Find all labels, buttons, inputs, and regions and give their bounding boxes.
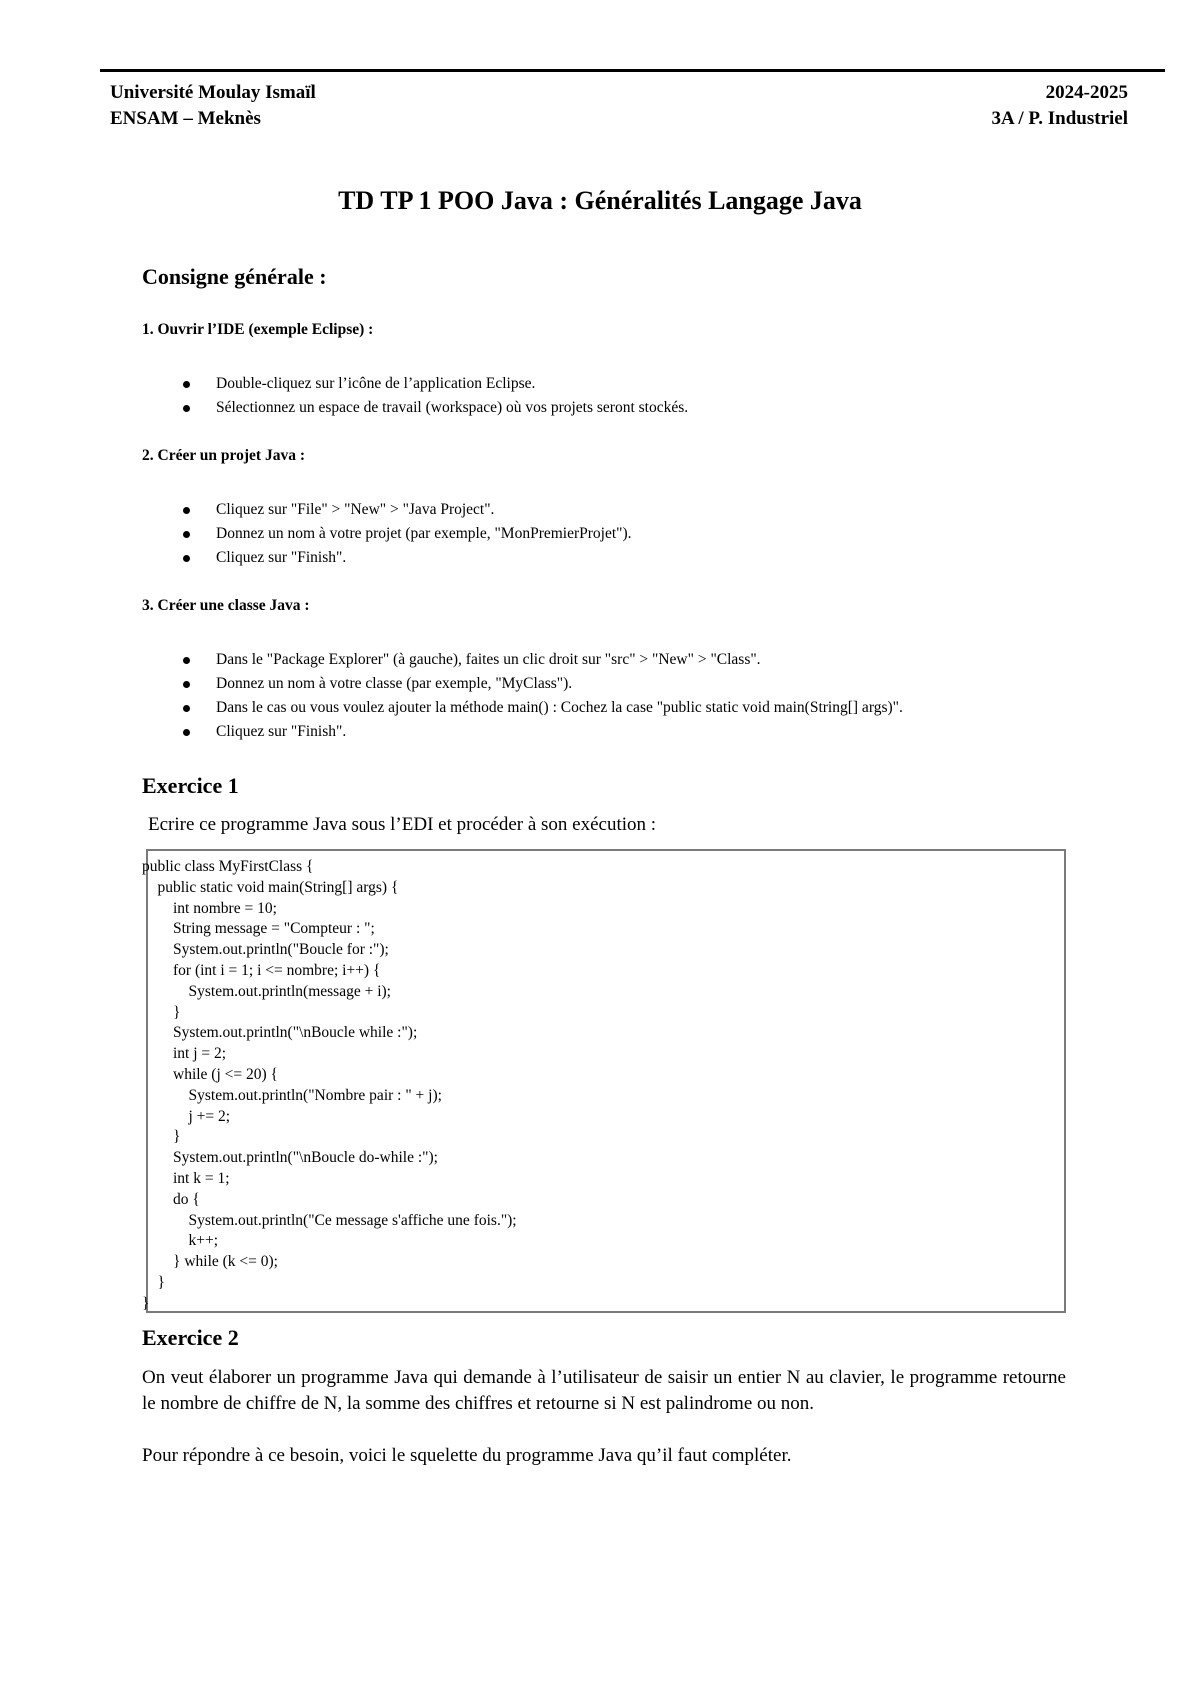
code-line: System.out.println("Ce message s'affiche une fois."); [142,1211,517,1229]
code-line: } [142,1273,165,1291]
exercise-2-heading: Exercice 2 [142,1325,239,1350]
list-item: Cliquez sur "Finish". [142,547,632,571]
list-item: Dans le "Package Explorer" (à gauche), faites un clic droit sur "src" > "New" > "Class". [142,649,903,673]
code-line: System.out.println("Nombre pair : " + j); [142,1086,442,1104]
code-line: j += 2; [142,1107,231,1125]
step-2-title: 2. Créer un projet Java : [142,447,306,464]
step-2-list [142,499,632,571]
university-name: Université Moulay Ismaïl [110,82,316,103]
step-3-title: 3. Créer une classe Java : [142,597,310,614]
step-1-title: 1. Ouvrir l’IDE (exemple Eclipse) : [142,321,374,338]
header-left [110,80,316,132]
academic-year: 2024-2025 [1045,82,1128,103]
code-line: k++; [142,1232,219,1250]
exercise-2-paragraph-1: On veut élaborer un programme Java qui demande à l’utilisateur de saisir un entier N au clavier, le programme retourne le nombre de chiffre de N, la somme des chiffres et retourne si N est palindrome ou non. [142,1367,1066,1414]
code-line: } [142,1294,150,1312]
code-line: } while (k <= 0); [142,1253,278,1271]
code-line: for (int i = 1; i <= nombre; i++) { [142,961,381,979]
step-1-list [142,373,688,421]
header-right [991,80,1128,132]
code-line: int j = 2; [142,1045,227,1063]
code-line: } [142,1003,181,1021]
code-line: do { [142,1190,200,1208]
code-line: int k = 1; [142,1169,230,1187]
code-line: System.out.println("\nBoucle do-while :"); [142,1149,438,1167]
code-line: } [142,1128,181,1146]
code-line: System.out.println("Boucle for :"); [142,941,389,959]
school-name: ENSAM – Meknès [110,108,261,129]
document-title: TD TP 1 POO Java : Généralités Langage Java [338,186,862,215]
list-item: Cliquez sur "Finish". [142,721,903,745]
exercise-1-heading: Exercice 1 [142,773,239,798]
step-3-list [142,649,903,745]
list-item: Donnez un nom à votre classe (par exemple, "MyClass"). [142,673,903,697]
code-line: public class MyFirstClass { [142,858,314,875]
list-item: Sélectionnez un espace de travail (workspace) où vos projets seront stockés. [142,397,688,421]
code-line: String message = "Compteur : "; [142,920,375,938]
list-item: Donnez un nom à votre projet (par exemple, "MonPremierProjet"). [142,523,632,547]
list-item: Cliquez sur "File" > "New" > "Java Project". [142,499,632,523]
code-line: int nombre = 10; [142,899,277,917]
exercise-1-intro: Ecrire ce programme Java sous l’EDI et procéder à son exécution : [148,814,657,835]
class-label: 3A / P. Industriel [991,108,1128,129]
code-line: System.out.println(message + i); [142,982,391,1000]
code-line: while (j <= 20) { [142,1065,278,1083]
exercise-2-paragraph-2: Pour répondre à ce besoin, voici le squelette du programme Java qu’il faut compléter. [142,1445,792,1466]
code-block [142,857,517,1315]
list-item: Double-cliquez sur l’icône de l’application Eclipse. [142,373,688,397]
code-line: System.out.println("\nBoucle while :"); [142,1024,418,1042]
header-rule [100,69,1165,72]
code-line: public static void main(String[] args) { [142,878,399,896]
list-item: Dans le cas ou vous voulez ajouter la méthode main() : Cochez la case "public static void main(String[] args)". [142,697,903,721]
general-heading: Consigne générale : [142,264,327,289]
